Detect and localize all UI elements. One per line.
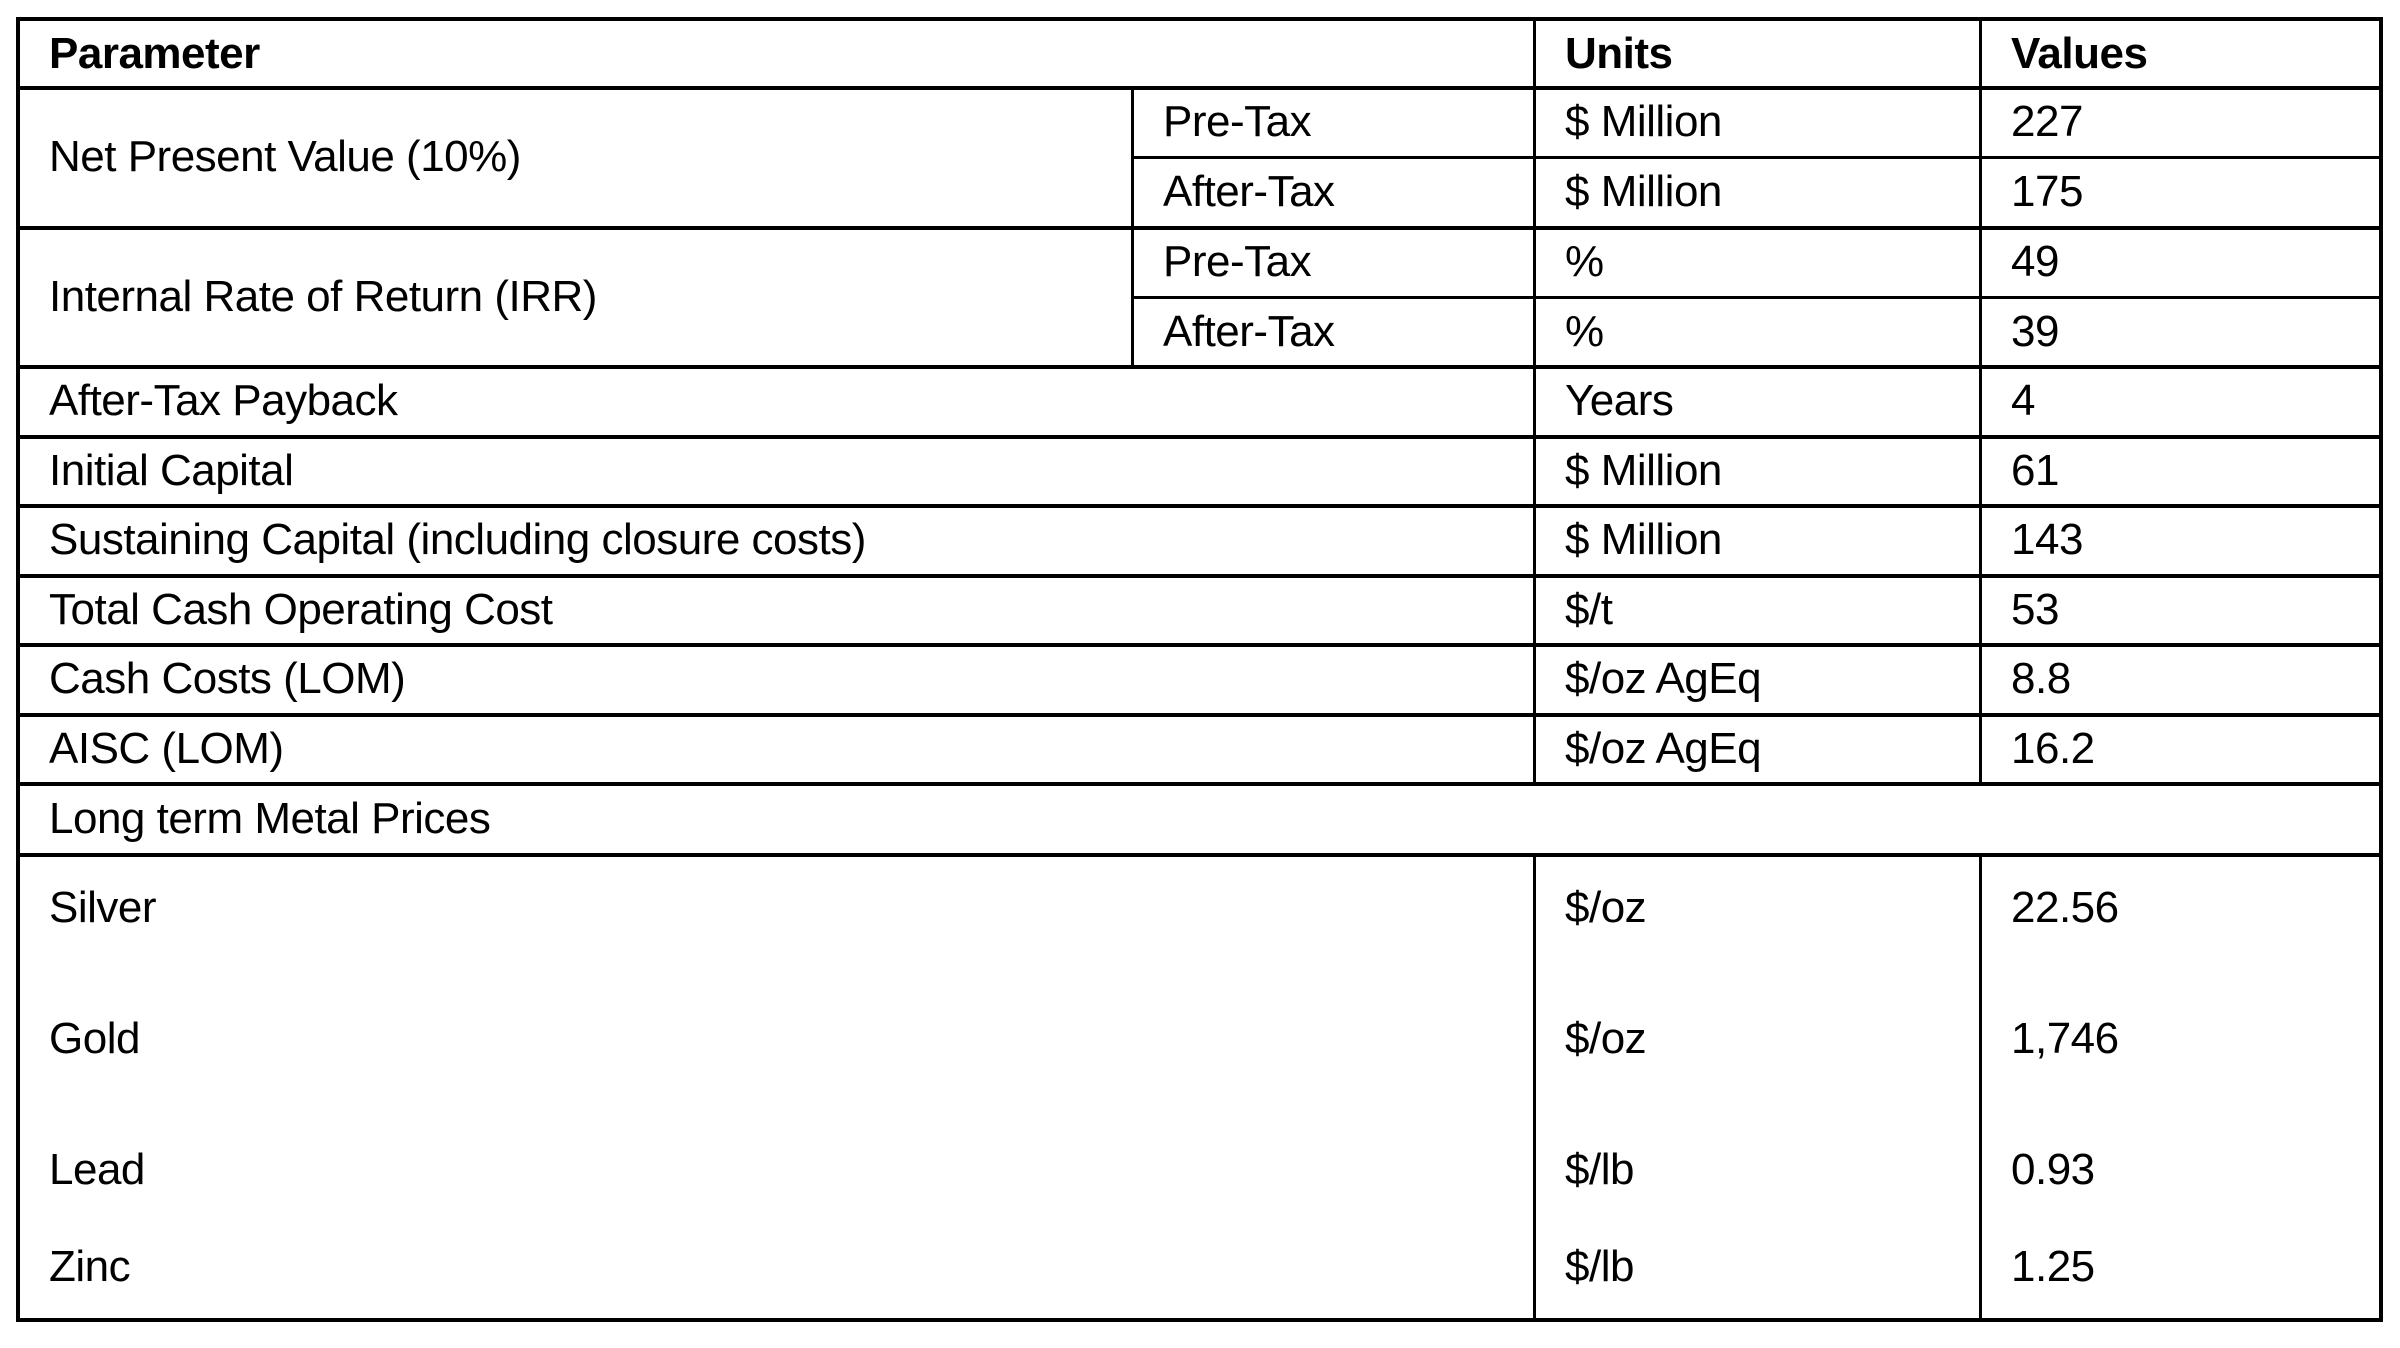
metal-zinc-units: $/lb	[1565, 1242, 1634, 1291]
total-cash-cost-label: Total Cash Operating Cost	[49, 584, 553, 634]
metal-silver-label: Silver	[49, 883, 157, 932]
economic-parameters-table	[16, 17, 2383, 1322]
aisc-label: AISC (LOM)	[49, 723, 284, 773]
header-values: Values	[2011, 29, 2148, 78]
npv-pretax-value: 227	[2011, 97, 2083, 146]
header-parameter: Parameter	[49, 29, 260, 78]
irr-aftertax-label: After-Tax	[1163, 306, 1335, 356]
row-divider	[20, 86, 2382, 90]
npv-label: Net Present Value (10%)	[49, 132, 521, 181]
row-divider	[20, 643, 2382, 647]
metal-lead-label: Lead	[49, 1145, 145, 1194]
column-divider	[1979, 21, 1982, 783]
row-divider	[20, 713, 2382, 717]
aisc-value: 16.2	[2011, 723, 2095, 773]
column-divider	[1131, 87, 1134, 366]
npv-aftertax-value: 175	[2011, 167, 2083, 216]
irr-aftertax-units: %	[1565, 306, 1604, 356]
metal-lead-units: $/lb	[1565, 1145, 1634, 1194]
row-divider	[1133, 156, 2382, 159]
irr-pretax-label: Pre-Tax	[1163, 237, 1312, 286]
metal-zinc-label: Zinc	[49, 1242, 131, 1291]
npv-aftertax-label: After-Tax	[1163, 167, 1335, 216]
row-divider	[20, 504, 2382, 508]
metal-lead-value: 0.93	[2011, 1145, 2095, 1194]
payback-value: 4	[2011, 376, 2035, 425]
npv-pretax-label: Pre-Tax	[1163, 97, 1312, 146]
row-divider	[20, 435, 2382, 439]
payback-units: Years	[1565, 376, 1674, 425]
metal-prices-section-label: Long term Metal Prices	[49, 793, 491, 843]
metal-gold-value: 1,746	[2011, 1014, 2119, 1063]
metal-silver-value: 22.56	[2011, 883, 2119, 932]
row-divider	[1133, 296, 2382, 299]
metal-silver-units: $/oz	[1565, 883, 1647, 932]
aisc-units: $/oz AgEq	[1565, 723, 1762, 773]
column-divider	[1533, 21, 1536, 783]
row-divider	[20, 574, 2382, 578]
sustaining-capital-label: Sustaining Capital (including closure costs)	[49, 515, 866, 564]
initial-capital-units: $ Million	[1565, 445, 1722, 495]
column-divider	[1979, 854, 1982, 1318]
metal-zinc-value: 1.25	[2011, 1242, 2095, 1291]
cash-costs-units: $/oz AgEq	[1565, 654, 1762, 703]
header-units: Units	[1565, 29, 1673, 78]
column-divider	[1533, 854, 1536, 1318]
row-divider	[20, 365, 2382, 369]
metal-gold-units: $/oz	[1565, 1014, 1647, 1063]
row-divider	[20, 226, 2382, 230]
irr-pretax-units: %	[1565, 237, 1604, 286]
npv-aftertax-units: $ Million	[1565, 167, 1722, 216]
total-cash-cost-units: $/t	[1565, 584, 1613, 634]
irr-aftertax-value: 39	[2011, 306, 2059, 356]
irr-label: Internal Rate of Return (IRR)	[49, 271, 597, 321]
initial-capital-label: Initial Capital	[49, 445, 294, 495]
payback-label: After-Tax Payback	[49, 376, 398, 425]
sustaining-capital-units: $ Million	[1565, 515, 1722, 564]
initial-capital-value: 61	[2011, 445, 2059, 495]
total-cash-cost-value: 53	[2011, 584, 2059, 634]
metal-gold-label: Gold	[49, 1014, 140, 1063]
npv-pretax-units: $ Million	[1565, 97, 1722, 146]
sustaining-capital-value: 143	[2011, 515, 2083, 564]
cash-costs-label: Cash Costs (LOM)	[49, 654, 406, 703]
cash-costs-value: 8.8	[2011, 654, 2071, 703]
row-divider	[20, 853, 2382, 857]
irr-pretax-value: 49	[2011, 237, 2059, 286]
row-divider	[20, 782, 2382, 786]
